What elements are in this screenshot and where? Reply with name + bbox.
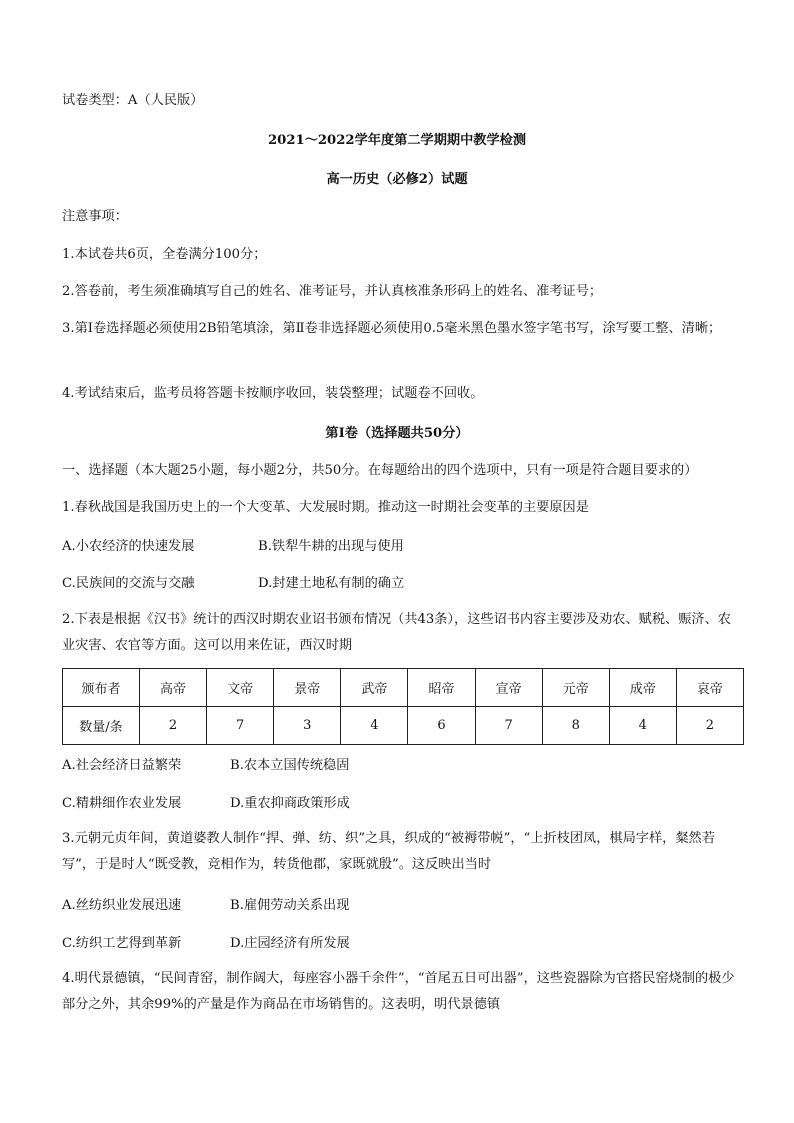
edict-table xyxy=(62,668,744,745)
table-cell: 7 xyxy=(207,707,274,745)
option-d: D.庄园经济有所发展 xyxy=(230,936,350,951)
table-cell: 3 xyxy=(274,707,341,745)
notice-item: 3.第Ⅰ卷选择题必须使用2B铅笔填涂，第Ⅱ卷非选择题必须使用0.5毫米黑色墨水签字笔书写，涂写要工整、清晰； xyxy=(62,321,722,336)
table-cell: 7 xyxy=(475,707,542,745)
table-cell: 4 xyxy=(609,707,676,745)
option-b: B.农本立国传统稳固 xyxy=(230,758,350,773)
table-cell: 数量/条 xyxy=(63,707,140,745)
option-b: B.铁犁牛耕的出现与使用 xyxy=(258,539,404,554)
notice-heading: 注意事项： xyxy=(62,209,128,224)
option-c: C.精耕细作农业发展 xyxy=(62,796,182,811)
table-cell: 成帝 xyxy=(609,669,676,707)
table-cell: 2 xyxy=(140,707,207,745)
paper-type: 试卷类型：A（人民版） xyxy=(62,93,204,108)
section-title: 第Ⅰ卷（选择题共50分） xyxy=(325,426,469,441)
notice-item: 4.考试结束后，监考员将答题卡按顺序收回，装袋整理；试题卷不回收。 xyxy=(62,386,484,401)
question-stem: 1.春秋战国是我国历史上的一个大变革、大发展时期。推动这一时期社会变革的主要原因是 xyxy=(62,500,589,515)
option-d: D.封建土地私有制的确立 xyxy=(258,576,405,591)
option-d: D.重农抑商政策形成 xyxy=(230,796,350,811)
question-stem: 4.明代景德镇，“民间青窑，制作阔大，每座容小器千余件”，“首尾五日可出器”，这些瓷器除为官搭民窑烧制的极少部分之外，其余99%的产量是作为商品在市场销售的。这表明，明代景德镇 xyxy=(62,971,735,1012)
question-stem: 2.下表是根据《汉书》统计的西汉时期农业诏书颁布情况（共43条），这些诏书内容主要涉及劝农、赋税、赈济、农业灾害、农官等方面。这可以用来佐证，西汉时期 xyxy=(62,612,731,653)
table-cell: 文帝 xyxy=(207,669,274,707)
table-cell: 6 xyxy=(408,707,475,745)
table-cell: 宣帝 xyxy=(475,669,542,707)
exam-title: 2021～2022学年度第二学期期中教学检测 xyxy=(267,133,527,148)
option-c: C.纺织工艺得到革新 xyxy=(62,936,182,951)
table-cell: 昭帝 xyxy=(408,669,475,707)
table-cell: 元帝 xyxy=(542,669,609,707)
option-a: A.丝纺织业发展迅速 xyxy=(62,898,182,913)
question-stem: 3.元朝元贞年间，黄道婆教人制作“捍、弹、纺、织”之具，织成的“被褥带帨”，“上折枝团凤，棋局字样，粲然若写”，于是时人“既受教，竞相作为，转货他郡，家既就殷”。这反映出当时 xyxy=(62,831,715,872)
option-a: A.社会经济日益繁荣 xyxy=(62,758,182,773)
table-header-row xyxy=(63,669,744,707)
option-b: B.雇佣劳动关系出现 xyxy=(230,898,350,913)
table-cell: 武帝 xyxy=(341,669,408,707)
table-cell: 4 xyxy=(341,707,408,745)
table-cell: 高帝 xyxy=(140,669,207,707)
notice-item: 1.本试卷共6页，全卷满分100分； xyxy=(62,247,267,262)
table-cell: 景帝 xyxy=(274,669,341,707)
table-cell: 颁布者 xyxy=(63,669,140,707)
subject-title: 高一历史（必修2）试题 xyxy=(326,172,468,187)
table-cell: 8 xyxy=(542,707,609,745)
table-cell: 哀帝 xyxy=(676,669,743,707)
section-instructions: 一、选择题（本大题25小题，每小题2分，共50分。在每题给出的四个选项中，只有一项是符合题目要求的） xyxy=(62,463,698,478)
option-a: A.小农经济的快速发展 xyxy=(62,539,195,554)
table-cell: 2 xyxy=(676,707,743,745)
option-c: C.民族间的交流与交融 xyxy=(62,576,195,591)
table-row xyxy=(63,707,744,745)
notice-item: 2.答卷前，考生须准确填写自己的姓名、准考证号，并认真核准条形码上的姓名、准考证号； xyxy=(62,284,603,299)
